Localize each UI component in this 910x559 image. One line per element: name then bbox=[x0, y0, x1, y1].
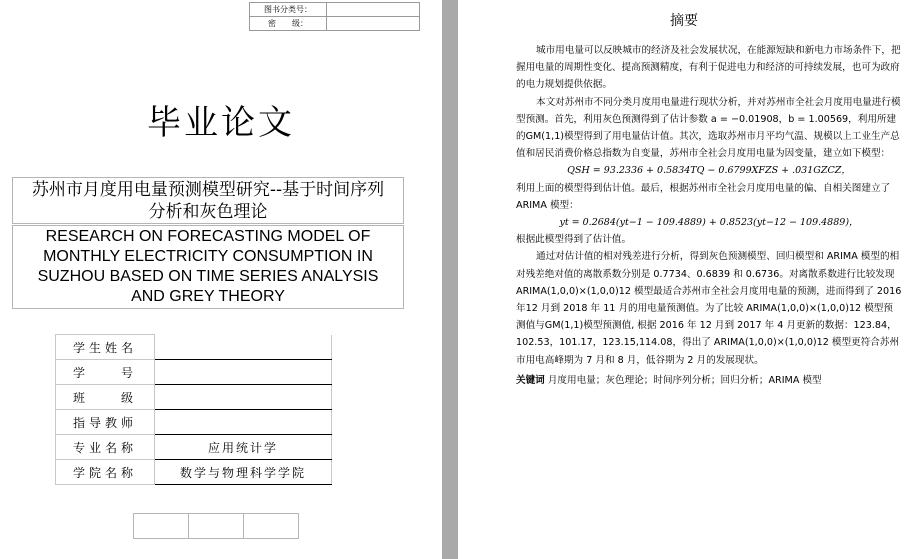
abstract-page bbox=[458, 0, 910, 559]
cover-page bbox=[0, 0, 442, 559]
date-cells bbox=[133, 513, 299, 539]
secrecy-row bbox=[250, 17, 420, 31]
college-field[interactable]: 数学与物理科学学院 bbox=[155, 460, 332, 485]
info-row-advisor bbox=[56, 410, 332, 435]
info-row-student-name bbox=[56, 335, 332, 360]
abstract-paragraph: 根据此模型得到了估计值。 bbox=[516, 234, 632, 246]
chinese-title-box[interactable] bbox=[12, 177, 404, 224]
info-row-student-id bbox=[56, 360, 332, 385]
chinese-title-line-2: 分析和灰色理论 bbox=[148, 202, 268, 222]
arima-formula: yt = 0.2684(yt−1 − 109.4889) + 0.8523(yt−12 − 109.4889)， bbox=[559, 217, 859, 229]
abstract-paragraph: 利用上面的模型得到估计值。最后，根据苏州市全社会月度用电量的偏、自相关图建立了ARIMA 模型： bbox=[516, 182, 891, 211]
keywords-text: 月度用电量；灰色理论；时间序列分析；回归分析；ARIMA 模型 bbox=[547, 375, 822, 386]
abstract-paragraph: 本文对苏州市不同分类月度用电量进行现状分析，并对苏州市全社会月度用电量进行模型预测。首先，利用灰色预测得到了估计参数 a = −0.01908，b = 1.00569，利用所建的GM(1,1)模型得到了用电量估计值。其次，选取苏州市月平均气温、规模以上工业生产总值和居民消费价格总指数为自变量，苏州市全社会月度用电量为因变量，建立如下模型： bbox=[516, 96, 901, 160]
info-row-major bbox=[56, 435, 332, 460]
english-title-line: RESEARCH ON FORECASTING MODEL OF bbox=[45, 228, 371, 245]
class-label: 班 级 bbox=[56, 385, 155, 410]
abstract-heading: 摘要 bbox=[670, 13, 698, 29]
student-name-label: 学生姓名 bbox=[56, 335, 155, 360]
english-title-line: AND GREY THEORY bbox=[131, 288, 285, 305]
student-id-field[interactable] bbox=[155, 360, 332, 385]
date-cell[interactable] bbox=[134, 514, 189, 539]
advisor-field[interactable] bbox=[155, 410, 332, 435]
classification-table bbox=[249, 2, 420, 31]
english-title-line: MONTHLY ELECTRICITY CONSUMPTION IN bbox=[43, 248, 373, 265]
english-title-line: SUZHOU BASED ON TIME SERIES ANALYSIS bbox=[37, 268, 379, 285]
secrecy-label: 密 级： bbox=[250, 17, 327, 31]
advisor-label: 指导教师 bbox=[56, 410, 155, 435]
keywords-label: 关键词 bbox=[516, 375, 545, 386]
date-cell[interactable] bbox=[189, 514, 244, 539]
keywords-line bbox=[516, 372, 822, 386]
student-id-label: 学 号 bbox=[56, 360, 155, 385]
secrecy-value[interactable] bbox=[327, 17, 420, 31]
info-row-class bbox=[56, 385, 332, 410]
major-label: 专业名称 bbox=[56, 435, 155, 460]
student-info-table bbox=[55, 334, 332, 485]
abstract-paragraph: 通过对估计值的相对残差进行分析，得到灰色预测模型、回归模型和 ARIMA 模型的相对残差绝对值的离散系数分别是 0.7734、0.6839 和 0.6736。对离散系数进行比较发现ARIMA(1,0,0)×(1,0,0)12 模型最适合苏州市全社会月度用电量的预测，进而得到了 2016 年12 月到 2018 年 11 月的用电量预测值。为了比较 ARIMA(1,0,0)×(1,0,0)12 模型预测值与GM(1,1)模型预测值, 根据 2016 年 12 月到 2017 年 4 月更新的数据：123.84，102.53，101.17，123.15,114.08，得出了 ARIMA(1,0,0)×(1,0,0)12 模型更符合苏州市用电高峰期为 7 月和 8 月，低谷期为 2 月的发展现状。 bbox=[516, 251, 902, 366]
major-field[interactable]: 应用统计学 bbox=[155, 435, 332, 460]
abstract-body bbox=[516, 42, 902, 369]
classification-value[interactable] bbox=[327, 3, 420, 17]
classification-row bbox=[250, 3, 420, 17]
student-name-field[interactable] bbox=[155, 335, 332, 360]
thesis-main-title: 毕业论文 bbox=[147, 103, 295, 143]
date-cell[interactable] bbox=[244, 514, 299, 539]
english-title-box[interactable] bbox=[12, 225, 404, 309]
info-row-college bbox=[56, 460, 332, 485]
college-label: 学院名称 bbox=[56, 460, 155, 485]
chinese-title-line-1: 苏州市月度用电量预测模型研究--基于时间序列 bbox=[31, 180, 385, 200]
regression-formula: QSH = 93.2336 + 0.5834TQ − 0.6799XFZS + .031GZCZ， bbox=[567, 165, 851, 177]
class-field[interactable] bbox=[155, 385, 332, 410]
classification-label: 图书分类号： bbox=[250, 3, 327, 17]
abstract-paragraph: 城市用电量可以反映城市的经济及社会发展状况，在能源短缺和新电力市场条件下，把握用电量的周期性变化、提高预测精度，有利于促进电力和经济的可持续发展，也可为政府的电力规划提供依据。 bbox=[516, 45, 901, 91]
